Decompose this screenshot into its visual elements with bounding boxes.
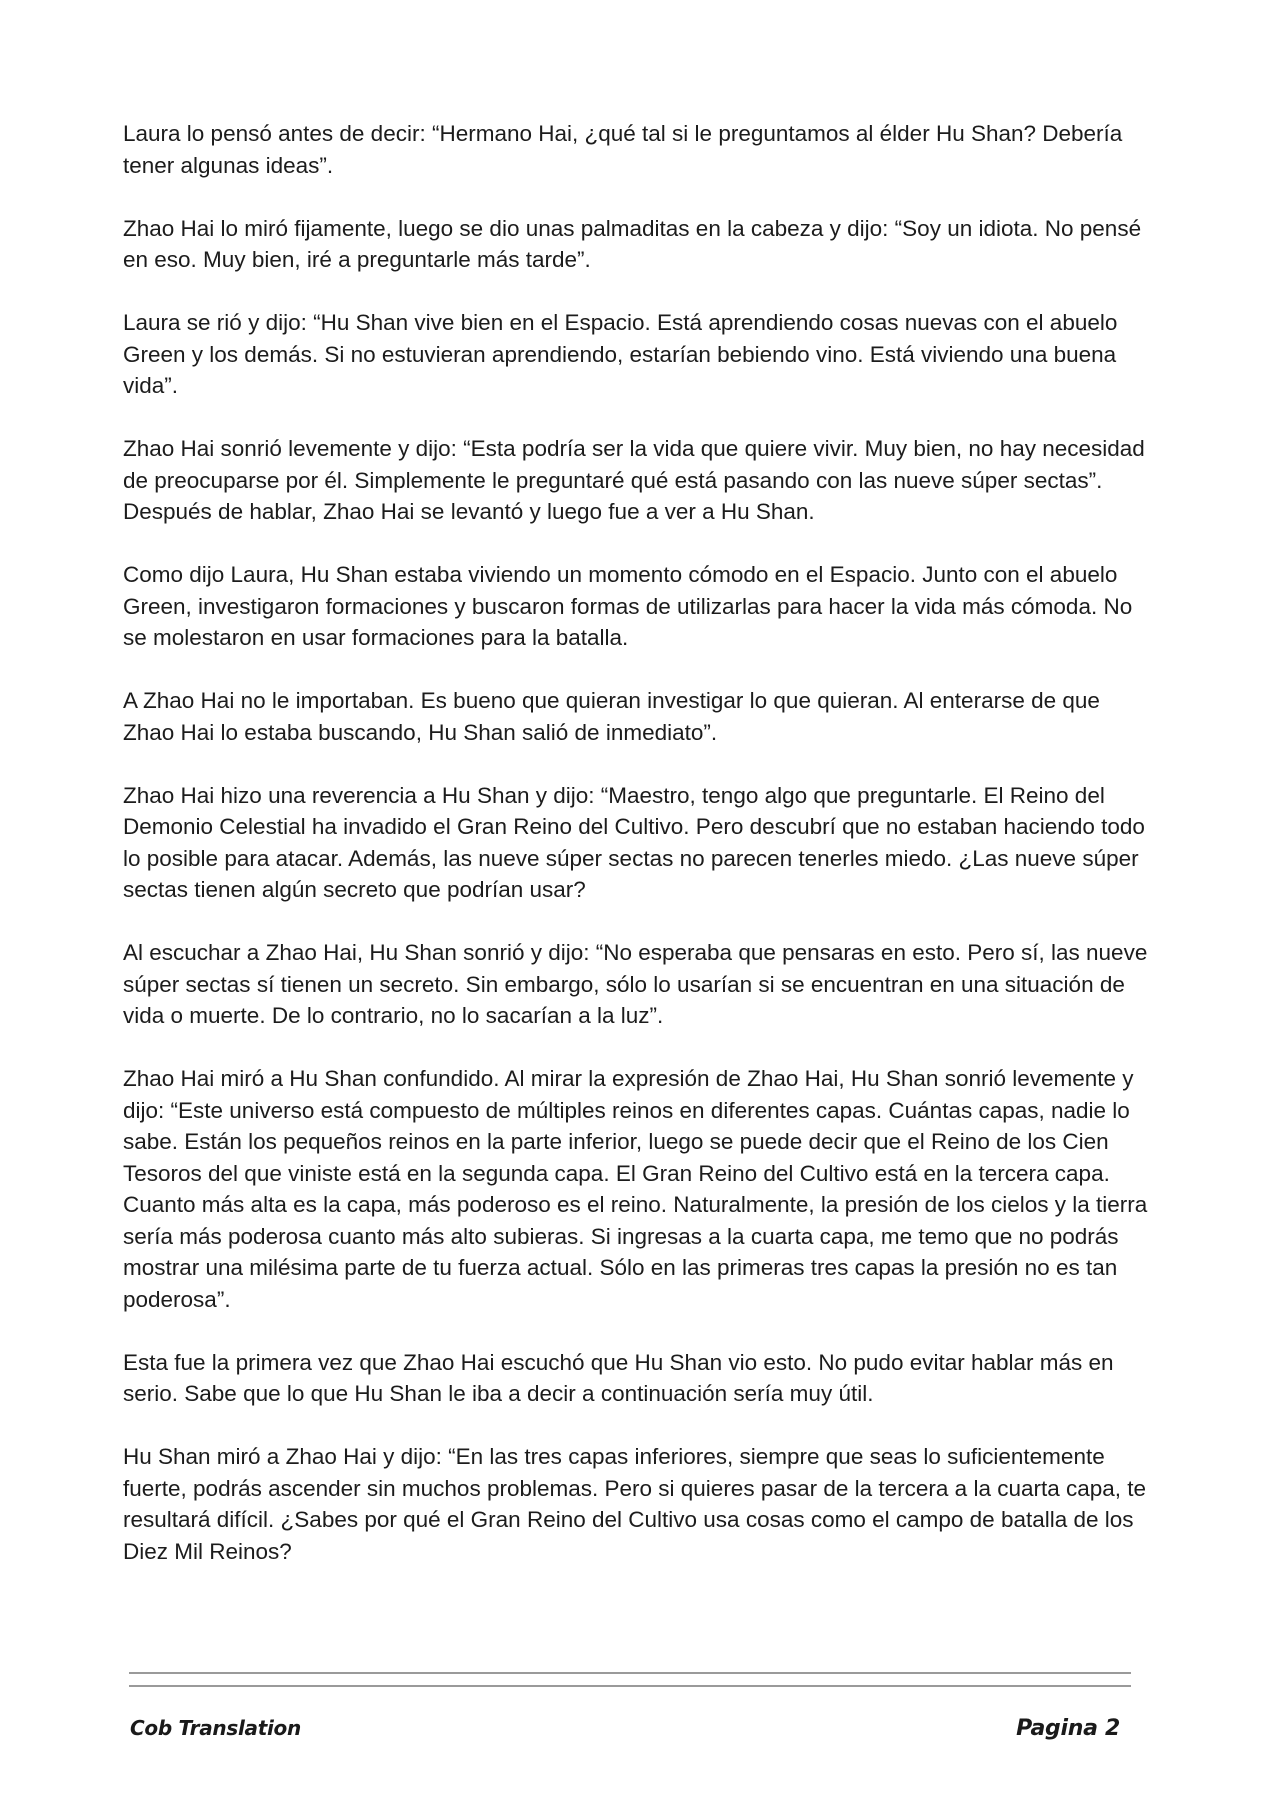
paragraph-6: A Zhao Hai no le importaban. Es bueno que quieran investigar lo que quieran. Al enterarse de que Zhao Hai lo estaba buscando, Hu Shan salió de inmediato”. bbox=[123, 688, 1100, 745]
paragraph-9: Zhao Hai miró a Hu Shan confundido. Al mirar la expresión de Zhao Hai, Hu Shan sonrió levemente y dijo: “Este universo está compuesto de múltiples reinos en diferentes capas. Cuántas capas, nadie lo sabe. Están los pequeños reinos en la parte inferior, luego se puede decir que el Reino de los Cien Tesoros del que viniste está en la segunda capa. El Gran Reino del Cultivo está en la tercera capa. Cuanto más alta es la capa, más poderoso es el reino. Naturalmente, la presión de los cielos y la tierra sería más poderosa cuanto más alto subieras. Si ingresas a la cuarta capa, me temo que no podrás mostrar una milésima parte de tu fuerza actual. Sólo en las primeras tres capas la presión no es tan poderosa”. bbox=[123, 1066, 1148, 1312]
paragraph-4: Zhao Hai sonrió levemente y dijo: “Esta podría ser la vida que quiere vivir. Muy bien, no hay necesidad de preocuparse por él. Simplemente le preguntaré qué está pasando con las nueve súper sectas”. Después de hablar, Zhao Hai se levantó y luego fue a ver a Hu Shan. bbox=[123, 436, 1145, 524]
footer-divider-top bbox=[129, 1672, 1131, 1674]
footer-page-number: Pagina 2 bbox=[1016, 1716, 1120, 1741]
paragraph-2: Zhao Hai lo miró fijamente, luego se dio unas palmaditas en la cabeza y dijo: “Soy un idiota. No pensé en eso. Muy bien, iré a preguntarle más tarde”. bbox=[123, 215, 1142, 272]
paragraph-5: Como dijo Laura, Hu Shan estaba viviendo un momento cómodo en el Espacio. Junto con el abuelo Green, investigaron formaciones y buscaron formas de utilizarlas para hacer la vida más cómoda. No se molestaron en usar formaciones para la batalla. bbox=[123, 562, 1133, 650]
paragraph-7: Zhao Hai hizo una reverencia a Hu Shan y dijo: “Maestro, tengo algo que preguntarle. El Reino del Demonio Celestial ha invadido el Gran Reino del Cultivo. Pero descubrí que no estaban haciendo todo lo posible para atacar. Además, las nueve súper sectas no parecen tenerles miedo. ¿Las nueve súper sectas tienen algún secreto que podrían usar? bbox=[123, 782, 1145, 902]
paragraph-10: Esta fue la primera vez que Zhao Hai escuchó que Hu Shan vio esto. No pudo evitar hablar más en serio. Sabe que lo que Hu Shan le iba a decir a continuación sería muy útil. bbox=[123, 1349, 1114, 1406]
footer-divider-bottom bbox=[129, 1685, 1131, 1687]
paragraph-1: Laura lo pensó antes de decir: “Hermano Hai, ¿qué tal si le preguntamos al élder Hu Shan? Debería tener algunas ideas”. bbox=[123, 121, 1123, 178]
paragraph-11: Hu Shan miró a Zhao Hai y dijo: “En las tres capas inferiores, siempre que seas lo suficientemente fuerte, podrás ascender sin muchos problemas. Pero si quieres pasar de la tercera a la cuarta capa, te resultará difícil. ¿Sabes por qué el Gran Reino del Cultivo usa cosas como el campo de batalla de los Diez Mil Reinos? bbox=[123, 1444, 1147, 1564]
paragraph-3: Laura se rió y dijo: “Hu Shan vive bien en el Espacio. Está aprendiendo cosas nuevas con el abuelo Green y los demás. Si no estuvieran aprendiendo, estarían bebiendo vino. Está viviendo una buena vida”. bbox=[123, 310, 1118, 398]
footer-translator-credit: Cob Translation bbox=[130, 1716, 301, 1740]
body-text bbox=[123, 118, 1153, 1599]
paragraph-8: Al escuchar a Zhao Hai, Hu Shan sonrió y dijo: “No esperaba que pensaras en esto. Pero sí, las nueve súper sectas sí tienen un secreto. Sin embargo, sólo lo usarían si se encuentran en una situación de vida o muerte. De lo contrario, no lo sacarían a la luz”. bbox=[123, 940, 1148, 1028]
